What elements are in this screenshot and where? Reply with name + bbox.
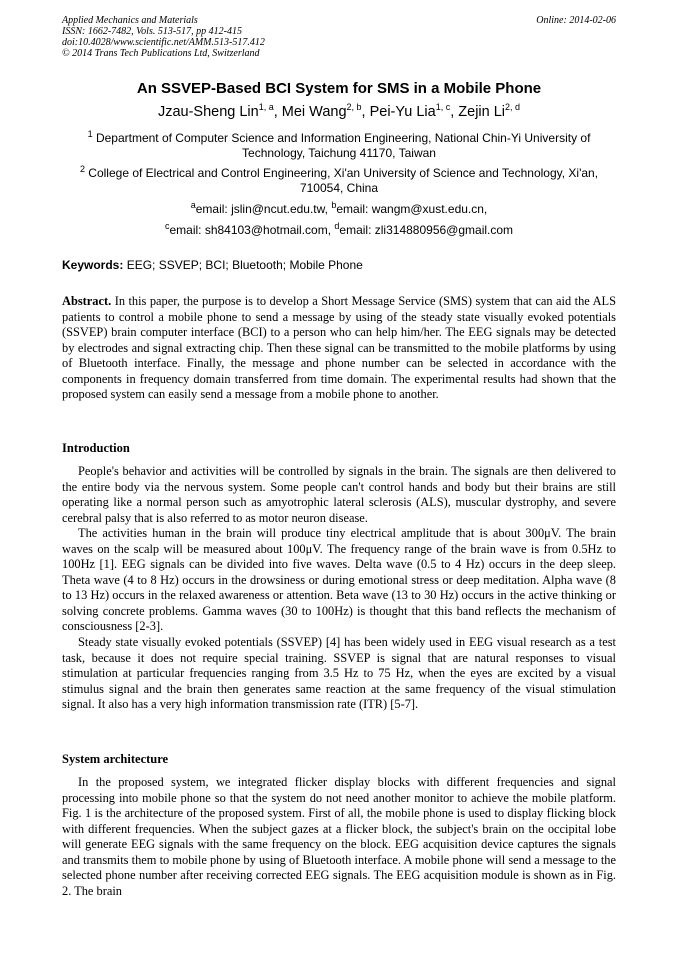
keywords-text: EEG; SSVEP; BCI; Bluetooth; Mobile Phone: [126, 258, 363, 272]
doi-line: doi:10.4028/www.scientific.net/AMM.513-517.412: [62, 37, 265, 48]
journal-header: [62, 15, 616, 59]
affiliation-text: Department of Computer Science and Information Engineering, National Chin-Yi University of Technology, Taichung 41170, Taiwan: [95, 131, 591, 160]
affiliation-number: 2: [79, 164, 85, 174]
section-heading-introduction: Introduction: [62, 441, 130, 455]
intro-paragraph-3: Steady state visually evoked potentials (SSVEP) [4] has been widely used in EEG visual research as a test task, because it does not require special training. SSVEP is signal that are natural responses to visual stimulation at particular frequencies ranging from 3.5 Hz to 75 Hz, when the eyes are excited by a visual stimulus signal and the brain then generates same reaction at the same frequency of the visual stimulation signal. It also has a very high information transmission rate (ITR) [5-7].: [62, 635, 616, 711]
author-sup: 2, d: [505, 102, 521, 113]
author-sep: ,: [273, 104, 282, 120]
author-sup: 1, a: [258, 102, 274, 113]
section-heading-system-architecture: System architecture: [62, 752, 169, 766]
affiliation-1: [62, 131, 616, 161]
system-paragraph-1: In the proposed system, we integrated flicker display blocks with different frequencies and signal processing into mobile phone so that the system do not need another monitor to achieve the mobile platform. Fig. 1 is the architecture of the proposed system. First of all, the mobile phone is used to display flicking block with different frequencies. When the subject gazes at a flicker block, the subject's brain on the occipital lobe will generate EEG signals with the same frequency on the block. EEG acquisition device captures the signals and transmits them to mobile phone by using of Bluetooth interface. A mobile phone will send a message to the selected phone number after receiving corrected EEG signals. The EEG acquisition module is shown as in Fig. 2. The brain: [62, 775, 616, 898]
paper-title: An SSVEP-Based BCI System for SMS in a Mobile Phone: [136, 80, 542, 97]
abstract-text: In this paper, the purpose is to develop a Short Message Service (SMS) system that can aid the ALS patients to control a mobile phone to send a message by using of the steady state visually evoked potentials (SSVEP) brain computer interface (BCI) to a person who can help him/her. The EEG signals may be detected by electrodes and signal extracting chip. Then these signal can be transmitted to the mobile platforms by using of Bluetooth interface. Finally, the message and phone number can be selected in accordance with the components in frequency domain transferred from time domain. The experimental results had shown that the proposed system can easily send a message from a mobile phone to another.: [62, 294, 616, 401]
keywords: [62, 258, 616, 273]
email-address[interactable]: email: wangm@xust.edu.cn,: [336, 202, 488, 216]
online-date: Online: 2014-02-06: [536, 15, 616, 26]
author-list: [62, 103, 616, 121]
author-sep: ,: [450, 104, 459, 120]
email-line-1: [62, 202, 616, 217]
affiliation-number: 1: [87, 129, 93, 139]
author-sup: 2, b: [346, 102, 362, 113]
email-address[interactable]: email: jslin@ncut.edu.tw,: [195, 202, 328, 216]
intro-paragraph-1: People's behavior and activities will be controlled by signals in the brain. The signals are then delivered to the entire body via the nervous system. Some people can't control hands and body but their brains are still operating like a normal person such as amyotrophic lateral sclerosis (ALS), muscular dystrophy, and severe cerebral palsy that is also referred to as motor neuron disease.: [62, 464, 616, 525]
author-sep: ,: [361, 104, 370, 120]
author-name: Jzau-Sheng Lin: [157, 104, 259, 120]
email-sup: d: [334, 221, 340, 231]
email-sup: b: [331, 200, 337, 210]
abstract: [62, 294, 616, 403]
issn-line: ISSN: 1662-7482, Vols. 513-517, pp 412-415: [62, 26, 242, 37]
copyright-line: © 2014 Trans Tech Publications Ltd, Switzerland: [62, 48, 260, 59]
author-sup: 1, c: [435, 102, 451, 113]
email-address[interactable]: email: sh84103@hotmail.com,: [169, 223, 332, 237]
author-name: Mei Wang: [281, 104, 347, 120]
email-sup: c: [164, 221, 170, 231]
affiliation-2: [62, 166, 616, 196]
affiliation-text: College of Electrical and Control Engineering, Xi'an University of Science and Technology, Xi'an, 710054, China: [88, 166, 599, 195]
email-address[interactable]: email: zli314880956@gmail.com: [339, 223, 514, 237]
author-name: Pei-Yu Lia: [369, 104, 436, 120]
author-name: Zejin Li: [458, 104, 506, 120]
abstract-label: Abstract.: [62, 294, 112, 308]
keywords-label: Keywords:: [62, 258, 124, 272]
journal-name: Applied Mechanics and Materials: [62, 15, 198, 26]
intro-paragraph-2: The activities human in the brain will produce tiny electrical amplitude that is about 300μV. The brain waves on the scalp will be measured about 100μV. The frequency range of the brain wave is from 0.5Hz to 100Hz [1]. EEG signals can be divided into five waves. Delta wave (0.5 to 4 Hz) occurs in the deep sleep. Theta wave (4 to 8 Hz) occurs in the drowsiness or during emotional stress or deep meditation. Alpha wave (8 to 13 Hz) occurs in the relaxed awareness or attention. Beta wave (13 to 30 Hz) occurs in the active thinking or solving concrete problems. Gamma waves (30 to 100Hz) is thought that this band reflects the mechanism of consciousness [2-3].: [62, 526, 616, 633]
email-line-2: [62, 223, 616, 238]
email-sup: a: [190, 200, 196, 210]
